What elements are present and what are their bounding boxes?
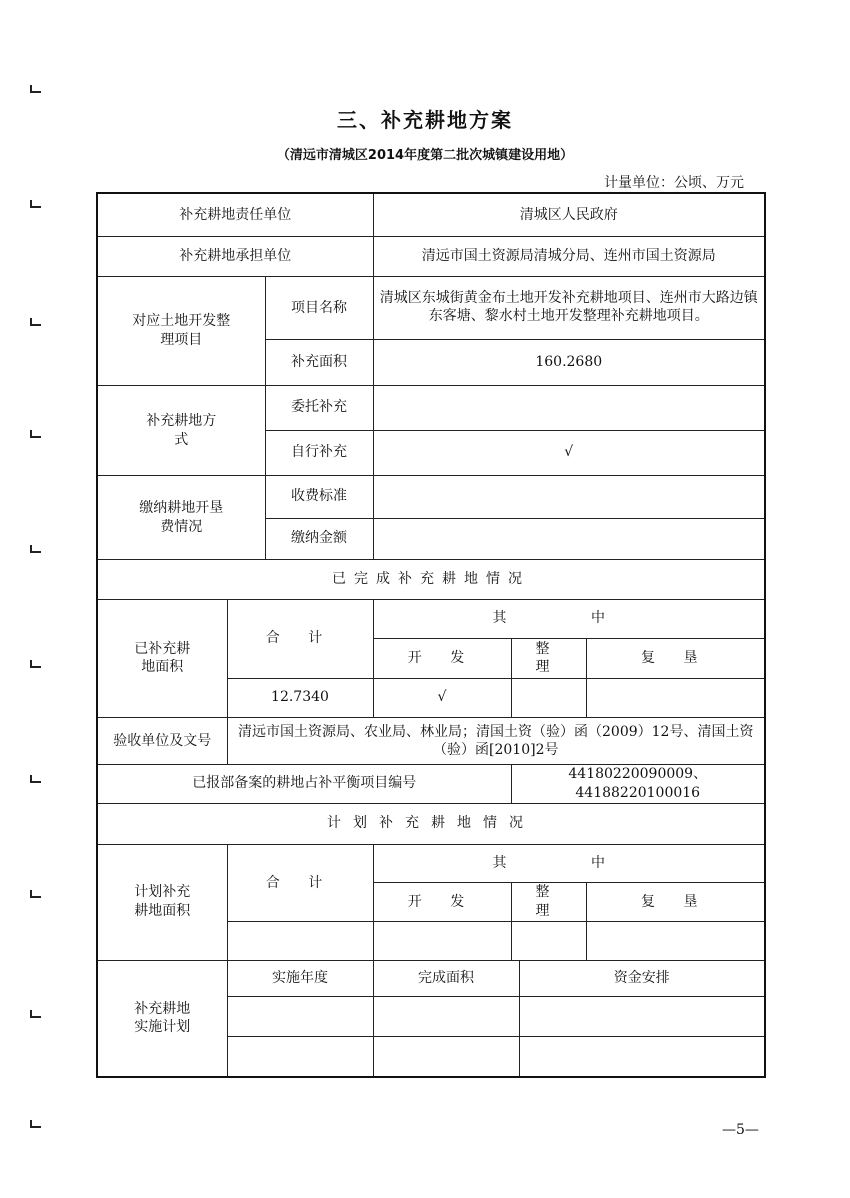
plan-year-cell bbox=[227, 997, 373, 1037]
binding-mark bbox=[30, 200, 41, 208]
planned-total-value bbox=[227, 922, 373, 960]
binding-mark bbox=[30, 85, 41, 93]
plan-label: 补充耕地实施计划 bbox=[97, 960, 227, 1077]
method-label: 补充耕地方式 bbox=[97, 385, 265, 475]
filing-value: 44180220090009、44188220100016 bbox=[511, 764, 765, 803]
completed-develop-header: 开 发 bbox=[373, 639, 511, 679]
completed-reclaim-value bbox=[586, 678, 765, 718]
project-name-label: 项目名称 bbox=[265, 276, 373, 340]
completed-area-label: 已补充耕地面积 bbox=[97, 599, 227, 718]
plan-funds-cell bbox=[519, 1036, 765, 1077]
responsible-unit-value: 清城区人民政府 bbox=[373, 193, 765, 237]
plan-area-cell bbox=[373, 997, 519, 1037]
filing-label: 已报部备案的耕地占补平衡项目编号 bbox=[97, 764, 511, 803]
planned-total-header: 合 计 bbox=[227, 844, 373, 922]
fee-amount-label: 缴纳金额 bbox=[265, 518, 373, 560]
plan-year-cell bbox=[227, 1036, 373, 1077]
supplement-area-label: 补充面积 bbox=[265, 340, 373, 386]
completed-among-header: 其 中 bbox=[373, 599, 765, 639]
self-supplement-value: √ bbox=[373, 430, 765, 476]
planned-consolidate-header: 整 理 bbox=[511, 883, 586, 922]
planned-reclaim-value bbox=[586, 922, 765, 960]
binding-mark bbox=[30, 318, 41, 326]
binding-mark bbox=[30, 775, 41, 783]
supplement-area-value: 160.2680 bbox=[373, 340, 765, 386]
self-supplement-label: 自行补充 bbox=[265, 430, 373, 476]
planned-section-title: 计划补充耕地情况 bbox=[97, 804, 765, 845]
acceptance-label: 验收单位及文号 bbox=[97, 718, 227, 765]
planned-among-header: 其 中 bbox=[373, 844, 765, 882]
completed-section-title: 已完成补充耕地情况 bbox=[97, 560, 765, 600]
binding-mark bbox=[30, 1010, 41, 1018]
undertaker-unit-label: 补充耕地承担单位 bbox=[97, 237, 373, 277]
binding-mark bbox=[30, 660, 41, 668]
page-number: —5— bbox=[722, 1122, 759, 1138]
page-title: 三、补充耕地方案 bbox=[337, 108, 513, 132]
binding-mark bbox=[30, 1120, 41, 1128]
acceptance-value: 清远市国土资源局、农业局、林业局；清国土资（验）函（2009）12号、清国土资（验）函[2010]2号 bbox=[227, 718, 765, 765]
fee-amount-value bbox=[373, 518, 765, 560]
plan-funds-header: 资金安排 bbox=[519, 960, 765, 996]
binding-mark bbox=[30, 545, 41, 553]
completed-consolidate-header: 整 理 bbox=[511, 639, 586, 679]
planned-consolidate-value bbox=[511, 922, 586, 960]
completed-total-header: 合 计 bbox=[227, 599, 373, 678]
fee-standard-label: 收费标准 bbox=[265, 476, 373, 519]
plan-area-header: 完成面积 bbox=[373, 960, 519, 996]
planned-reclaim-header: 复 垦 bbox=[586, 883, 765, 922]
plan-funds-cell bbox=[519, 997, 765, 1037]
entrusted-value bbox=[373, 385, 765, 430]
binding-mark bbox=[30, 890, 41, 898]
planned-area-label: 计划补充耕地面积 bbox=[97, 844, 227, 960]
plan-year-header: 实施年度 bbox=[227, 960, 373, 996]
planned-develop-header: 开 发 bbox=[373, 883, 511, 922]
completed-total-value: 12.7340 bbox=[227, 678, 373, 718]
binding-mark bbox=[30, 430, 41, 438]
completed-consolidate-value bbox=[511, 678, 586, 718]
planned-develop-value bbox=[373, 922, 511, 960]
completed-reclaim-header: 复 垦 bbox=[586, 639, 765, 679]
entrusted-label: 委托补充 bbox=[265, 385, 373, 430]
fee-group-label: 缴纳耕地开垦费情况 bbox=[97, 476, 265, 560]
fee-standard-value bbox=[373, 476, 765, 519]
project-name-value: 清城区东城街黄金布土地开发补充耕地项目、连州市大路边镇东客塘、黎水村土地开发整理补充耕地项目。 bbox=[373, 276, 765, 340]
completed-develop-value: √ bbox=[373, 678, 511, 718]
responsible-unit-label: 补充耕地责任单位 bbox=[97, 193, 373, 237]
unit-label: 计量单位：公顷、万元 bbox=[604, 175, 744, 191]
page-subtitle: （清远市清城区2014年度第二批次城镇建设用地） bbox=[276, 148, 574, 163]
farmland-supplement-table bbox=[96, 192, 766, 1078]
undertaker-unit-value: 清远市国土资源局清城分局、连州市国土资源局 bbox=[373, 237, 765, 277]
plan-area-cell bbox=[373, 1036, 519, 1077]
project-group-label: 对应土地开发整理项目 bbox=[97, 276, 265, 385]
